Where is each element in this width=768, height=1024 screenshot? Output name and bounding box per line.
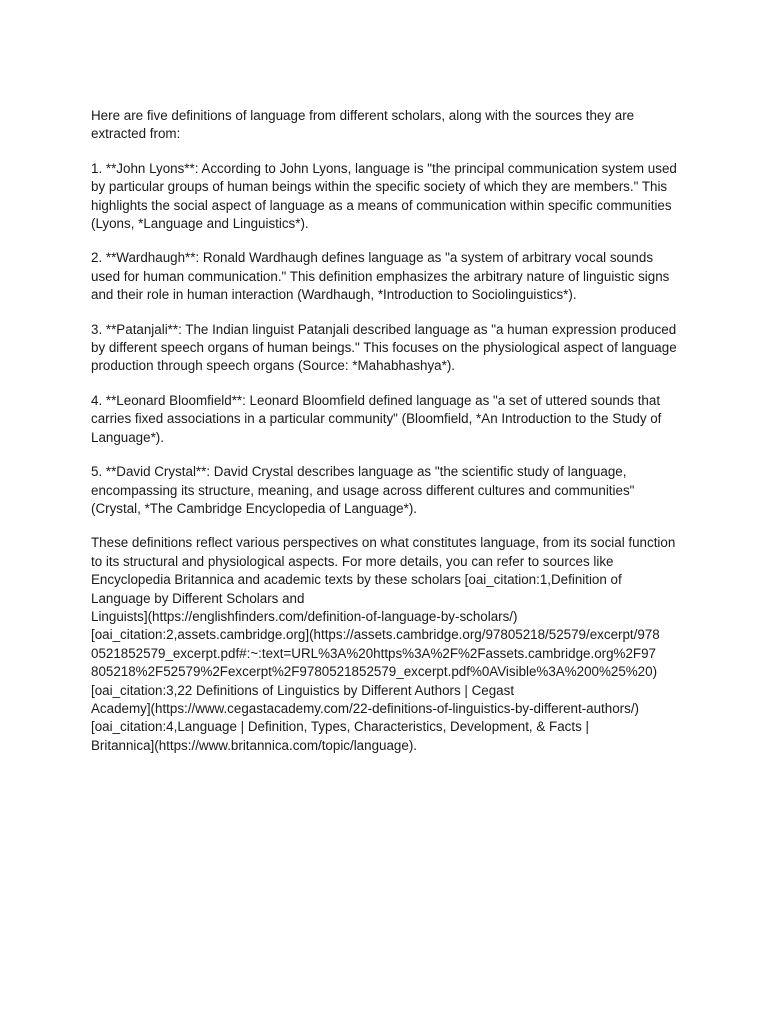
definition-patanjali: 3. **Patanjali**: The Indian linguist Patanjali described language as "a human expression produced by different speech organs of human beings." This focuses on the physiological aspect of language production through speech organs (Source: *Mahabhashya*). xyxy=(91,321,677,374)
definition-wardhaugh: 2. **Wardhaugh**: Ronald Wardhaugh defines language as "a system of arbitrary vocal sounds used for human communication." This definition emphasizes the arbitrary nature of linguistic signs and their role in human interaction (Wardhaugh, *Introduction to Sociolinguistics*). xyxy=(91,250,670,303)
definition-bloomfield: 4. **Leonard Bloomfield**: Leonard Bloomfield defined language as "a set of uttered sounds that carries fixed associations in a particular community" (Bloomfield, *An Introduction to the Study of Language*). xyxy=(91,392,662,445)
definition-crystal: 5. **David Crystal**: David Crystal describes language as "the scientific study of language, encompassing its structure, meaning, and usage across different cultures and communities" (Crystal, *The Cambridge Encyclopedia of Language*). xyxy=(91,464,635,516)
definition-lyons: 1. **John Lyons**: According to John Lyons, language is "the principal communication system used by particular groups of human beings within the specific society of which they are members." This highlights the social aspect of language as a means of communication within specific communities (Lyons, *Language and Linguistics*). xyxy=(91,160,677,232)
intro-paragraph: Here are five definitions of language from different scholars, along with the sources they are extracted from: xyxy=(91,108,635,142)
conclusion-paragraph: These definitions reflect various perspectives on what constitutes language, from its social function to its structural and physiological aspects. For more details, you can refer to sources like Encyclopedia Britannica and academic texts by these scholars [oai_citation:1,Definition of Language by Different Scholars and Linguists](https://englishfinders.com/definition-of-language-by-scholars/) [oai_citation:2,assets.cambridge.org](https://assets.cambridge.org/97805218/52579/excerpt/978 0521852579_excerpt.pdf#:~:text=URL%3A%20https%3A%2F%2Fassets.cambridge.org%2F97 805218%2F52579%2Fexcerpt%2F9780521852579_excerpt.pdf%0AVisible%3A%200%25%20) [oai_citation:3,22 Definitions of Linguistics by Different Authors | Cegast Academy](https://www.cegastacademy.com/22-definitions-of-linguistics-by-different-authors/) [oai_citation:4,Language | Definition, Types, Characteristics, Development, & Facts | Britannica](https://www.britannica.com/topic/language). xyxy=(91,535,676,753)
document-page xyxy=(91,107,683,771)
